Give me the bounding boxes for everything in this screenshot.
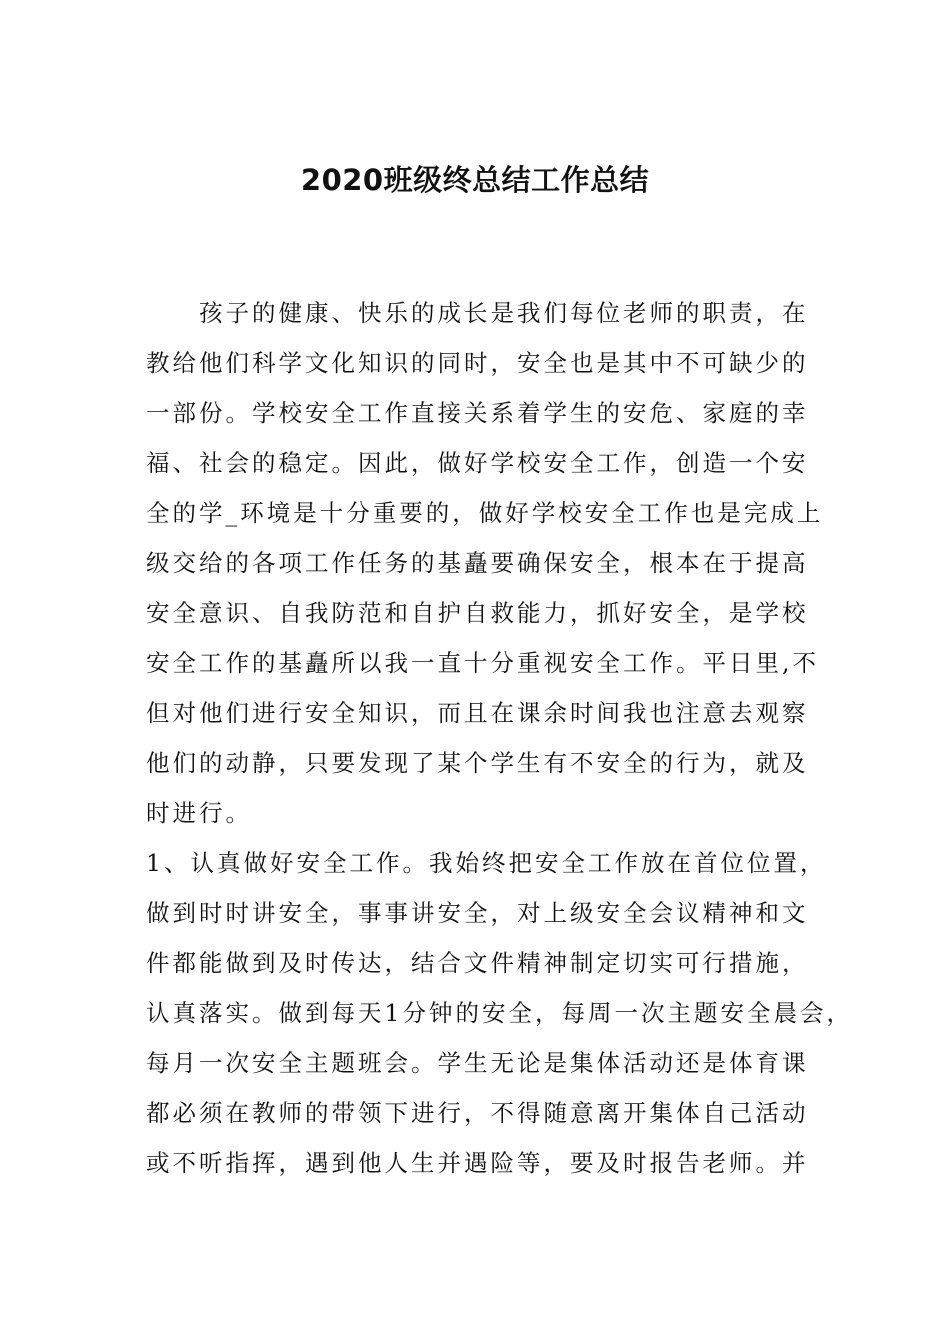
body-line: 都必须在教师的带领下进行，不得随意离开集体自己活动 [146, 1099, 809, 1127]
body-line: 1、认真做好安全工作。我始终把安全工作放在首位位置， [146, 849, 827, 877]
body-line: 做到时时讲安全，事事讲安全，对上级安全会议精神和文 [146, 899, 809, 927]
body-line: 安全工作的基矗所以我一直十分重视安全工作。平日里,不 [146, 649, 819, 677]
body-line: 认真落实。做到每天1分钟的安全，每周一次主题安全晨会， [146, 999, 853, 1027]
document-body [146, 288, 853, 1188]
body-line: 全的学_环境是十分重要的，做好学校安全工作也是完成上 [146, 499, 824, 527]
body-line: 福、社会的稳定。因此，做好学校安全工作，创造一个安 [146, 449, 809, 477]
body-line: 时进行。 [146, 799, 252, 827]
body-line: 教给他们科学文化知识的同时，安全也是其中不可缺少的 [146, 349, 809, 377]
body-line: 每月一次安全主题班会。学生无论是集体活动还是体育课 [146, 1049, 809, 1077]
body-line: 件都能做到及时传达，结合文件精神制定切实可行措施， [146, 949, 809, 977]
document-title: 2020班级终总结工作总结 [300, 163, 650, 197]
body-line: 一部份。学校安全工作直接关系着学生的安危、家庭的幸 [146, 399, 809, 427]
body-line: 级交给的各项工作任务的基矗要确保安全，根本在于提高 [146, 549, 809, 577]
body-line: 但对他们进行安全知识，而且在课余时间我也注意去观察 [146, 699, 809, 727]
body-line: 孩子的健康、快乐的成长是我们每位老师的职责，在 [146, 299, 809, 327]
body-line: 他们的动静，只要发现了某个学生有不安全的行为，就及 [146, 749, 809, 777]
body-line: 或不听指挥，遇到他人生并遇险等，要及时报告老师。并 [146, 1149, 809, 1177]
body-line: 安全意识、自我防范和自护自救能力，抓好安全，是学校 [146, 599, 809, 627]
